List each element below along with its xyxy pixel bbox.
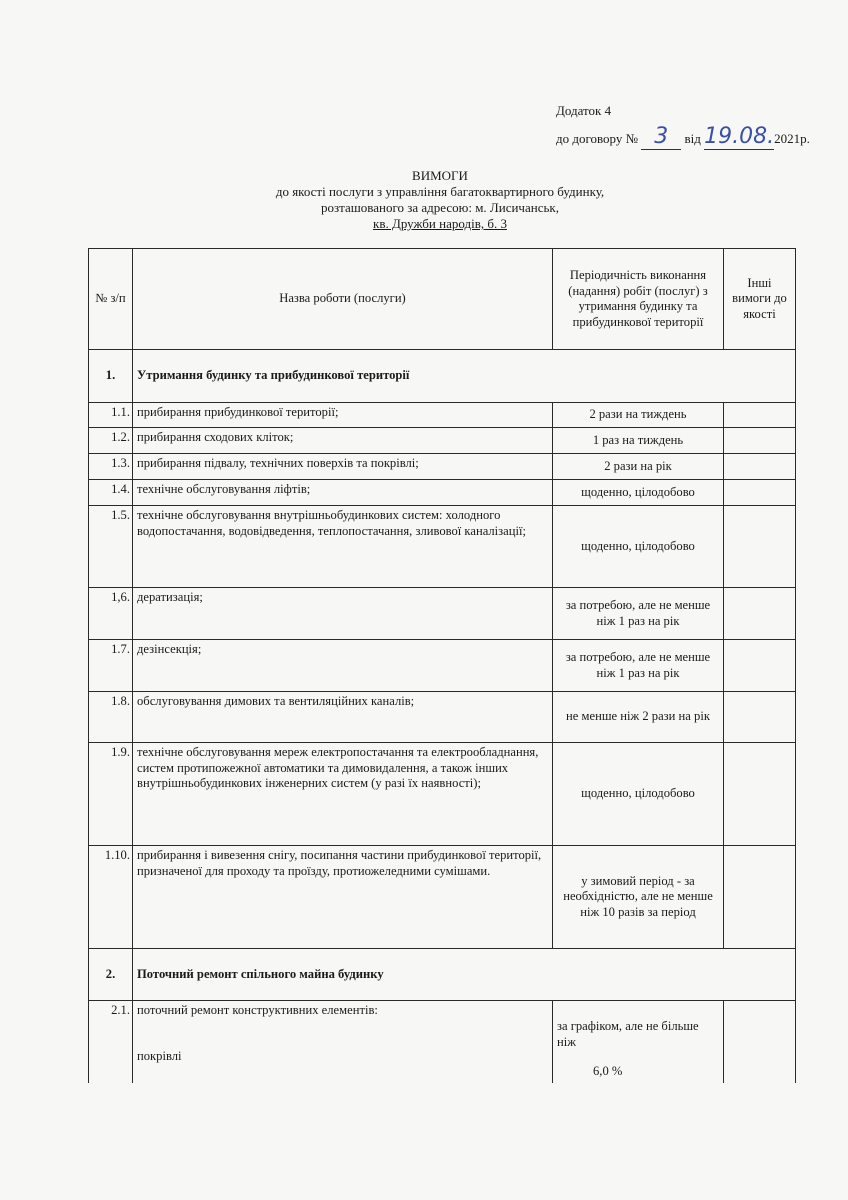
contract-date: 19.08.: [704, 124, 775, 149]
row-subvalue: 6,0 %: [593, 1064, 623, 1078]
table-header-row: [89, 249, 796, 350]
contract-prefix: до договору №: [556, 131, 639, 146]
row-name: прибирання підвалу, технічних поверхів та покрівлі;: [133, 454, 553, 480]
row-frequency: 2 рази на тиждень: [553, 403, 724, 428]
section-title: Поточний ремонт спільного майна будинку: [133, 949, 796, 1001]
row-other: [724, 480, 796, 506]
row-other: [724, 1001, 796, 1083]
row-name: дезінсекція;: [133, 640, 553, 692]
requirements-table: [88, 248, 796, 1083]
row-other: [724, 692, 796, 743]
row-other: [724, 454, 796, 480]
doc-subtitle-2: розташованого за адресою: м. Лисичанськ,: [321, 200, 559, 215]
table-row: [89, 640, 796, 692]
row-other: [724, 403, 796, 428]
row-other: [724, 640, 796, 692]
row-frequency-text: за графіком, але не більше ніж: [557, 1019, 699, 1049]
row-other: [724, 506, 796, 588]
row-name: прибирання прибудинкової території;: [133, 403, 553, 428]
section-row: [89, 350, 796, 403]
row-num: 1.7.: [89, 640, 133, 692]
row-frequency: не менше ніж 2 рази на рік: [553, 692, 724, 743]
row-num: 1.10.: [89, 846, 133, 949]
table-row: [89, 743, 796, 846]
contract-line: [556, 124, 810, 150]
header-name: Назва роботи (послуги): [133, 249, 553, 350]
row-num: 1.5.: [89, 506, 133, 588]
table-row: [89, 506, 796, 588]
doc-title: ВИМОГИ: [412, 168, 468, 183]
table-row: [89, 428, 796, 454]
date-prefix: від: [684, 131, 701, 146]
row-frequency: у зимовий період - за необхідністю, але не менше ніж 10 разів за період: [553, 846, 724, 949]
row-name: технічне обслуговування внутрішньобудинкових систем: холодного водопостачання, водовідведення, теплопостачання, зливової каналізації;: [133, 506, 553, 588]
row-name-text: поточний ремонт конструктивних елементів:: [137, 1003, 378, 1017]
row-frequency: щоденно, цілодобово: [553, 480, 724, 506]
doc-address: кв. Дружби народів, б. 3: [373, 216, 507, 231]
row-num: 1.4.: [89, 480, 133, 506]
section-num: 1.: [89, 350, 133, 403]
row-other: [724, 846, 796, 949]
header-other: Інші вимоги до якості: [724, 249, 796, 350]
table-row: [89, 403, 796, 428]
row-frequency: 1 раз на тиждень: [553, 428, 724, 454]
row-num: 1.2.: [89, 428, 133, 454]
row-num: 1.9.: [89, 743, 133, 846]
section-row: [89, 949, 796, 1001]
section-title: Утримання будинку та прибудинкової території: [133, 350, 796, 403]
header-num: № з/п: [89, 249, 133, 350]
row-frequency: за потребою, але не менше ніж 1 раз на рік: [553, 588, 724, 640]
row-frequency: щоденно, цілодобово: [553, 743, 724, 846]
row-frequency: [553, 1001, 724, 1083]
section-num: 2.: [89, 949, 133, 1001]
row-num: 1.8.: [89, 692, 133, 743]
row-num: 2.1.: [89, 1001, 133, 1083]
row-frequency: щоденно, цілодобово: [553, 506, 724, 588]
row-num: 1,6.: [89, 588, 133, 640]
contract-year: 2021р.: [774, 131, 810, 146]
table-row: [89, 846, 796, 949]
table-row: [89, 588, 796, 640]
table-row: [89, 480, 796, 506]
row-name: технічне обслуговування ліфтів;: [133, 480, 553, 506]
table-row: [89, 1001, 796, 1083]
row-other: [724, 588, 796, 640]
row-name: дератизація;: [133, 588, 553, 640]
appendix-label: Додаток 4: [556, 103, 612, 118]
row-name: [133, 1001, 553, 1083]
header-frequency: Періодичність виконання (надання) робіт (послуг) з утримання будинку та прибудинкової території: [553, 249, 724, 350]
table-row: [89, 454, 796, 480]
row-frequency: 2 рази на рік: [553, 454, 724, 480]
row-name: прибирання і вивезення снігу, посипання частини прибудинкової території, призначеної для проходу та проїзду, протиожеледними сумішами.: [133, 846, 553, 949]
row-num: 1.3.: [89, 454, 133, 480]
doc-subtitle-1: до якості послуги з управління багатоквартирного будинку,: [275, 184, 605, 199]
table-row: [89, 692, 796, 743]
row-num: 1.1.: [89, 403, 133, 428]
row-name: технічне обслуговування мереж електропостачання та електрообладнання, систем протипожежної автоматики та димовидалення, а також інших внутрішньобудинкових інженерних систем (у разі їх наявності);: [133, 743, 553, 846]
contract-number: 3: [654, 124, 669, 149]
row-subitem: покрівлі: [137, 1048, 182, 1063]
row-other: [724, 743, 796, 846]
row-frequency: за потребою, але не менше ніж 1 раз на рік: [553, 640, 724, 692]
row-name: прибирання сходових кліток;: [133, 428, 553, 454]
row-other: [724, 428, 796, 454]
row-name: обслуговування димових та вентиляційних каналів;: [133, 692, 553, 743]
